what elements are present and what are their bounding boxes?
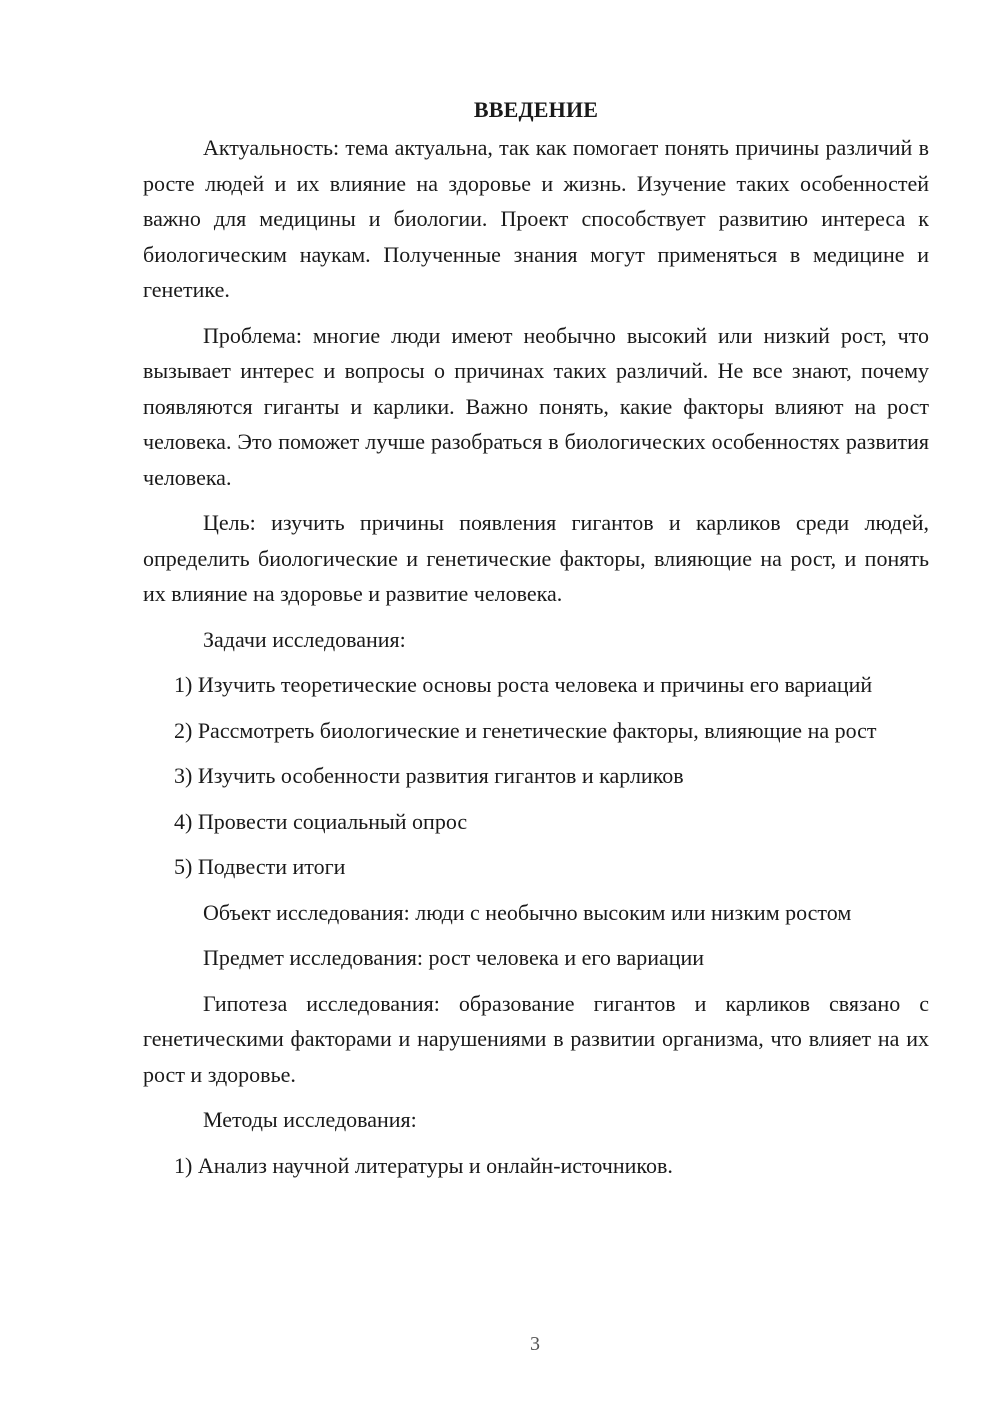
page-number: 3 xyxy=(530,1333,540,1355)
subject-paragraph: Предмет исследования: рост человека и его вариации xyxy=(203,945,705,970)
task-item-5: 5) Подвести итоги xyxy=(174,854,346,879)
task-item-4: 4) Провести социальный опрос xyxy=(174,808,468,834)
method-item-1: 1) Анализ научной литературы и онлайн-источников. xyxy=(174,1152,673,1178)
task-item-2: 2) Рассмотреть биологические и генетические факторы, влияющие на рост xyxy=(174,717,877,743)
tasks-title: Задачи исследования: xyxy=(203,626,406,652)
hypothesis-paragraph: Гипотеза исследования: образование гигантов и карликов связано с генетическими факторами и нарушениями в развитии организма, что влияет на их рост и здоровье. xyxy=(143,990,929,1087)
page-content xyxy=(143,90,929,1193)
task-item-3: 3) Изучить особенности развития гигантов и карликов xyxy=(174,763,684,788)
relevance-paragraph: Актуальность: тема актуальна, так как помогает понять причины различий в росте людей и их влияние на здоровье и жизнь. Изучение таких особенностей важно для медицины и биологии. Проект способствует развитию интереса к биологическим наукам. Полученные знания могут применяться в медицине и генетике. xyxy=(143,135,929,302)
methods-title: Методы исследования: xyxy=(203,1107,417,1132)
task-item-1: 1) Изучить теоретические основы роста человека и причины его вариаций xyxy=(174,672,873,697)
section-heading: ВВЕДЕНИЕ xyxy=(473,97,599,122)
problem-paragraph: Проблема: многие люди имеют необычно высокий или низкий рост, что вызывает интерес и вопросы о причинах таких различий. Не все знают, почему появляются гиганты и карлики. Важно понять, какие факторы влияют на рост человека. Это поможет лучше разобраться в биологических особенностях развития человека. xyxy=(143,322,929,490)
goal-paragraph: Цель: изучить причины появления гигантов и карликов среди людей, определить биологические и генетические факторы, влияющие на рост, и понять их влияние на здоровье и развитие человека. xyxy=(143,510,929,606)
object-paragraph: Объект исследования: люди с необычно высоким или низким ростом xyxy=(203,899,852,925)
